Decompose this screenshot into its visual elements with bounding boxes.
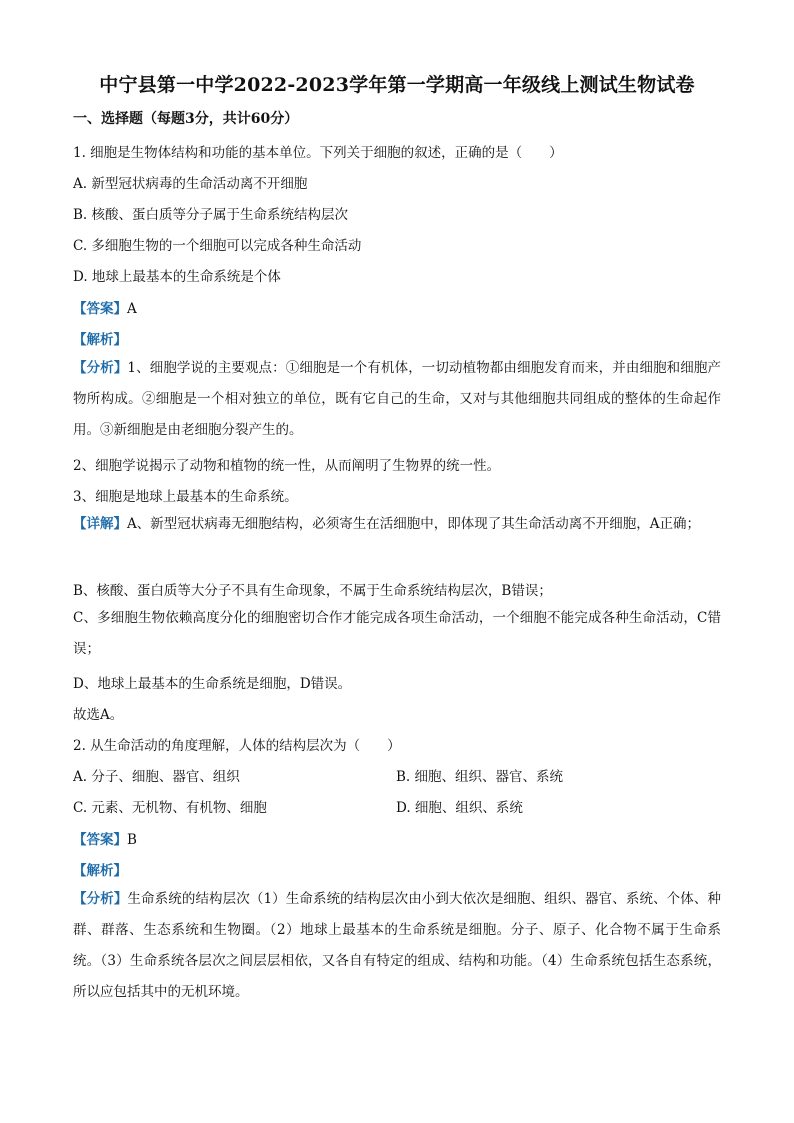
q2-option-a: A. 分子、细胞、器官、组织 xyxy=(73,769,240,785)
fenxi-tag: 【分析】 xyxy=(73,891,128,907)
q1-xiangjie-d: D、地球上最基本的生命系统是细胞，D错误。 xyxy=(73,676,352,692)
q1-answer xyxy=(73,297,137,317)
fenxi-tag: 【分析】 xyxy=(73,360,128,376)
section-heading: 一、选择题（每题3分，共计60分） xyxy=(73,111,299,127)
q1-option-c: C. 多细胞生物的一个细胞可以完成各种生命活动 xyxy=(73,238,362,254)
q1-jiexi-tag xyxy=(73,328,127,348)
answer-tag: 【答案】 xyxy=(73,832,127,848)
q1-xiangjie-a xyxy=(73,509,721,540)
answer-value: B xyxy=(127,832,137,848)
q1-option-a: A. 新型冠状病毒的生命活动离不开细胞 xyxy=(73,176,308,192)
answer-tag: 【答案】 xyxy=(73,301,127,317)
q1-point3: 3、细胞是地球上最基本的生命系统。 xyxy=(73,489,298,505)
q2-answer xyxy=(73,828,137,848)
q2-option-c: C. 元素、无机物、有机物、细胞 xyxy=(73,800,267,816)
q1-xiangjie-b: B、核酸、蛋白质等大分子不具有生命现象，不属于生命系统结构层次，B错误； xyxy=(73,583,552,599)
fenxi-text: 生命系统的结构层次（1）生命系统的结构层次由小到大依次是细胞、组织、器官、系统、个体、种群、群落、生态系统和生物圈。（2）地球上最基本的生命系统是细胞。分子、原子、化合物不属于生命系统。（3）生命系统各层次之间层层相依，又各自有特定的组成、结构和功能。（4）生命系统包括生态系统，所以应包括其中的无机环境。 xyxy=(73,891,721,1000)
answer-value: A xyxy=(127,301,137,317)
q1-option-b: B. 核酸、蛋白质等分子属于生命系统结构层次 xyxy=(73,207,349,223)
q1-fenxi xyxy=(73,353,721,446)
q2-stem: 2. 从生命活动的角度理解，人体的结构层次为（ ） xyxy=(73,738,401,754)
xiangjie-tag: 【详解】 xyxy=(73,516,127,532)
fenxi-text: 1、细胞学说的主要观点：①细胞是一个有机体，一切动植物都由细胞发育而来，并由细胞和细胞产物所构成。②细胞是一个相对独立的单位，既有它自己的生命，又对与其他细胞共同组成的整体的生命起作用。③新细胞是由老细胞分裂产生的。 xyxy=(73,360,721,438)
q1-stem: 1. 细胞是生物体结构和功能的基本单位。下列关于细胞的叙述，正确的是（ ） xyxy=(73,145,563,161)
q1-option-d: D. 地球上最基本的生命系统是个体 xyxy=(73,269,281,285)
q1-point2: 2、细胞学说揭示了动物和植物的统一性，从而阐明了生物界的统一性。 xyxy=(73,458,501,474)
q2-option-b: B. 细胞、组织、器官、系统 xyxy=(396,769,564,785)
jiexi-tag: 【解析】 xyxy=(73,332,127,348)
q2-fenxi xyxy=(73,884,721,1008)
q1-xiangjie-c: C、多细胞生物依赖高度分化的细胞密切合作才能完成各项生命活动，一个细胞不能完成各种生命活动，C错误； xyxy=(73,610,721,657)
exam-title: 中宁县第一中学2022-2023学年第一学期高一年级线上测试生物试卷 xyxy=(99,74,695,96)
q1-conclusion: 故选A。 xyxy=(73,707,124,723)
jiexi-tag: 【解析】 xyxy=(73,863,127,879)
xiangjie-a-text: A、新型冠状病毒无细胞结构，必须寄生在活细胞中，即体现了其生命活动离不开细胞，A正确； xyxy=(127,516,700,532)
q2-option-d: D. 细胞、组织、系统 xyxy=(396,800,523,816)
q2-jiexi-tag xyxy=(73,859,127,879)
